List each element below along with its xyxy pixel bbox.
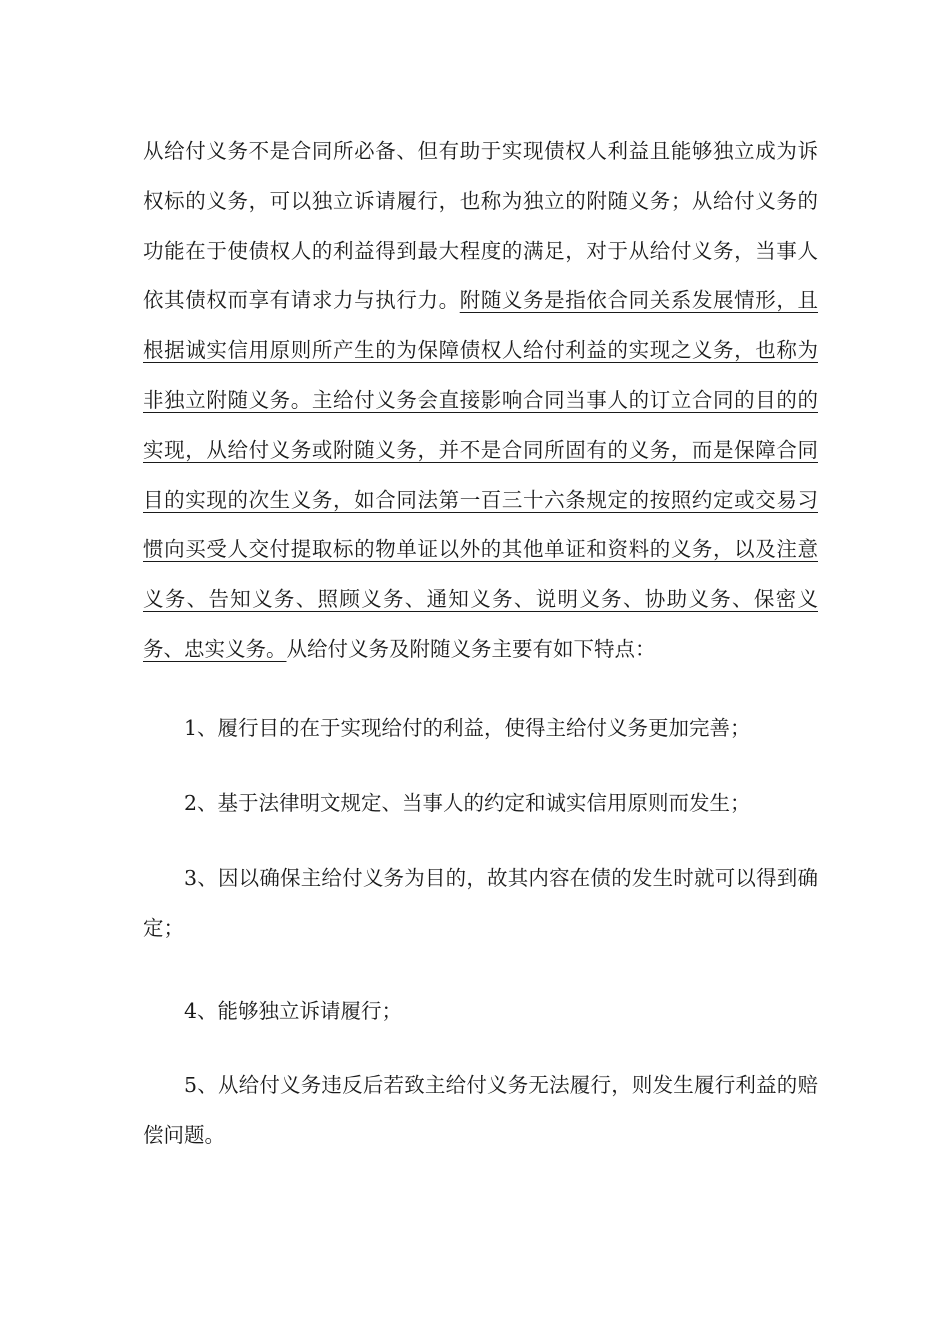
list-item: 4、能够独立诉请履行；: [184, 999, 403, 1023]
paragraph-lead: 从给付义务不是合同所必备、但有助于实现债权人利益且能够独立成为诉权标的义务，可以独立诉请履行，也称为独立的附随义务；从给付义务的功能在于使债权人的利益得到最大程度的满足，对于从给付义务，当事人依其债权而享有请求力与执行力。: [143, 139, 818, 313]
paragraph-tail: 从给付义务及附随义务主要有如下特点：: [286, 636, 656, 661]
list-item: 5、从给付义务违反后若致主给付义务无法履行，则发生履行利益的赔偿问题。: [143, 1073, 818, 1147]
list-item: 1、履行目的在于实现给付的利益，使得主给付义务更加完善；: [184, 716, 751, 740]
list-item: 2、基于法律明文规定、当事人的约定和诚实信用原则而发生；: [184, 791, 751, 815]
underlined-passage: 附随义务是指依合同关系发展情形，且根据诚实信用原则所产生的为保障债权人给付利益的实现之义务，也称为非独立附随义务。主给付义务会直接影响合同当事人的订立合同的目的的实现，从给付义务或附随义务，并不是合同所固有的义务，而是保障合同目的实现的次生义务，如合同法第一百三十六条规定的按照约定或交易习惯向买受人交付提取标的物单证以外的其他单证和资料的义务，以及注意义务、告知义务、照顾义务、通知义务、说明义务、协助义务、保密义务、忠实义务。: [143, 288, 819, 661]
list-item: 3、因以确保主给付义务为目的，故其内容在债的发生时就可以得到确定；: [143, 866, 818, 940]
body-paragraph: [143, 127, 818, 675]
